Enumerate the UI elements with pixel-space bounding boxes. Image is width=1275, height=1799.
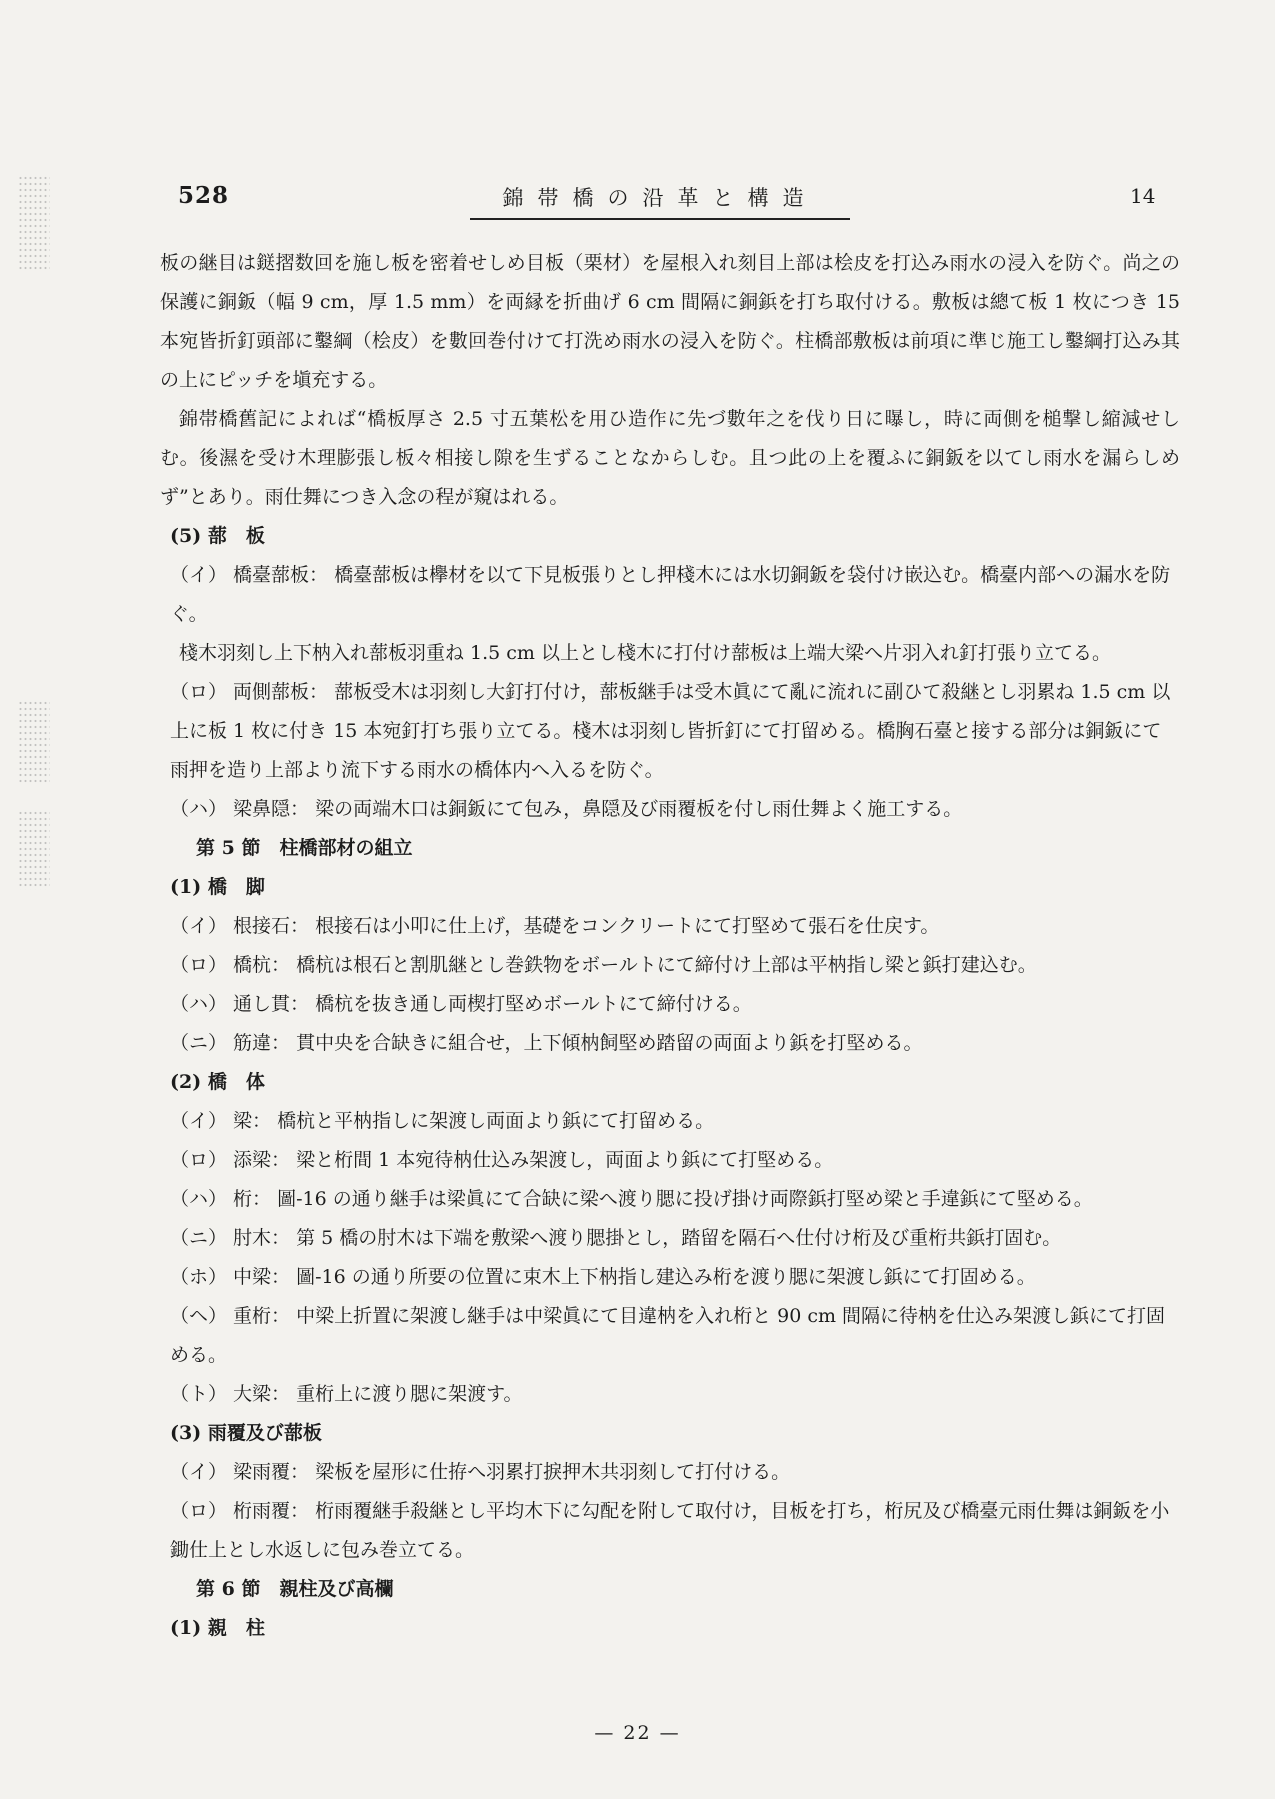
subsection-heading: (5) 蔀 板 <box>170 525 265 547</box>
scan-margin-noise <box>18 810 50 890</box>
scan-margin-noise <box>18 700 50 785</box>
section-heading: 第 6 節 親柱及び高欄 <box>196 1578 394 1600</box>
list-item: （ロ） 橋杭： 橋杭は根石と割肌継とし巻鉄物をボールトにて締付け上部は平枘指し梁と鋲打建込む。 <box>170 954 1037 976</box>
body-text <box>160 244 1180 1648</box>
header-right-number: 14 <box>1130 184 1156 208</box>
list-item: （イ） 梁雨覆： 梁板を屋形に仕拵へ羽累打捩押木共羽刻して打付ける。 <box>170 1461 791 1483</box>
subsection-heading: (3) 雨覆及び蔀板 <box>170 1422 322 1444</box>
list-item: （ハ） 梁鼻隠： 梁の両端木口は銅鈑にて包み，鼻隠及び雨覆板を付し雨仕舞よく施工する。 <box>170 798 963 820</box>
subsection-heading: (1) 親 柱 <box>170 1617 265 1639</box>
list-item: （ロ） 両側蔀板： 蔀板受木は羽刻し大釘打付け，蔀板継手は受木眞にて亂に流れに副ひて殺継とし羽累ね 1.5 cm 以上に板 1 枚に付き 15 本宛釘打ち張り立てる。棧木は羽刻し皆折釘にて打留める。橋胸石臺と接する部分は銅鈑にて雨押を造り上部より流下する雨水の橋体内へ入るを防ぐ。 <box>170 681 1171 781</box>
page-footer: — 22 — <box>594 1722 681 1744</box>
list-item: （ロ） 添梁： 梁と桁間 1 本宛待枘仕込み架渡し，両面より鋲にて打堅める。 <box>170 1149 834 1171</box>
list-item: （ホ） 中梁： 圖-16 の通り所要の位置に束木上下枘指し建込み桁を渡り腮に架渡し鋲にて打固める。 <box>170 1266 1036 1288</box>
list-item: （イ） 橋臺蔀板： 橋臺蔀板は欅材を以て下見板張りとし押棧木には水切銅鈑を袋付け嵌込む。橋臺内部への漏水を防ぐ。 <box>170 564 1171 625</box>
running-header <box>0 182 1275 222</box>
page-number: 528 <box>178 182 230 209</box>
subsection-heading: (2) 橋 体 <box>170 1071 265 1093</box>
running-title: 錦帯橋の沿革と構造 <box>470 182 850 220</box>
paragraph: 棧木羽刻し上下枘入れ蔀板羽重ね 1.5 cm 以上とし棧木に打付け蔀板は上端大梁へ片羽入れ釘打張り立てる。 <box>179 642 1111 664</box>
paragraph: 板の継目は鎹摺数回を施し板を密着せしめ目板（栗材）を屋根入れ刻目上部は桧皮を打込み雨水の浸入を防ぐ。尚之の保護に銅鈑（幅 9 cm，厚 1.5 mm）を両縁を折曲げ 6 cm 間隔に銅鋲を打ち取付ける。敷板は總て板 1 枚につき 15 本宛皆折釘頭部に鑿綱（桧皮）を數回巻付けて打洗め雨水の浸入を防ぐ。柱橋部敷板は前項に準じ施工し鑿綱打込み其の上にピッチを塡充する。 <box>160 252 1180 391</box>
list-item: （ニ） 筋違： 貫中央を合缺きに組合せ，上下傾枘飼堅め踏留の両面より鋲を打堅める。 <box>170 1032 923 1054</box>
list-item: （イ） 根接石： 根接石は小叩に仕上げ，基礎をコンクリートにて打堅めて張石を仕戻す。 <box>170 915 940 937</box>
list-item: （ハ） 桁： 圖-16 の通り継手は梁眞にて合缺に梁へ渡り腮に投げ掛け両際鋲打堅め梁と手違鋲にて堅める。 <box>170 1188 1093 1210</box>
list-item: （ロ） 桁雨覆： 桁雨覆継手殺継とし平均木下に勾配を附して取付け，目板を打ち，桁尻及び橋臺元雨仕舞は銅鈑を小鋤仕上とし水返しに包み巻立てる。 <box>170 1500 1170 1561</box>
section-heading: 第 5 節 柱橋部材の組立 <box>196 837 413 859</box>
list-item: （ト） 大梁： 重桁上に渡り腮に架渡す。 <box>170 1383 523 1405</box>
paragraph: 錦帯橋舊記によれば“橋板厚さ 2.5 寸五葉松を用ひ造作に先づ數年之を伐り日に曝し，時に両側を槌撃し縮減せしむ。後濕を受け木理膨張し板々相接し隙を生ずることなからしむ。且つ此の上を覆ふに銅鈑を以てし雨水を漏らしめず”とあり。雨仕舞につき入念の程が窺はれる。 <box>160 408 1180 508</box>
subsection-heading: (1) 橋 脚 <box>170 876 265 898</box>
list-item: （イ） 梁： 橋杭と平枘指しに架渡し両面より鋲にて打留める。 <box>170 1110 715 1132</box>
list-item: （ヘ） 重桁： 中梁上折置に架渡し継手は中梁眞にて目違枘を入れ桁と 90 cm 間隔に待枘を仕込み架渡し鋲にて打固める。 <box>170 1305 1166 1366</box>
list-item: （ハ） 通し貫： 橋杭を抜き通し両楔打堅めボールトにて締付ける。 <box>170 993 752 1015</box>
list-item: （ニ） 肘木： 第 5 橋の肘木は下端を敷梁へ渡り腮掛とし，踏留を隔石へ仕付け桁及び重桁共鋲打固む。 <box>170 1227 1062 1249</box>
